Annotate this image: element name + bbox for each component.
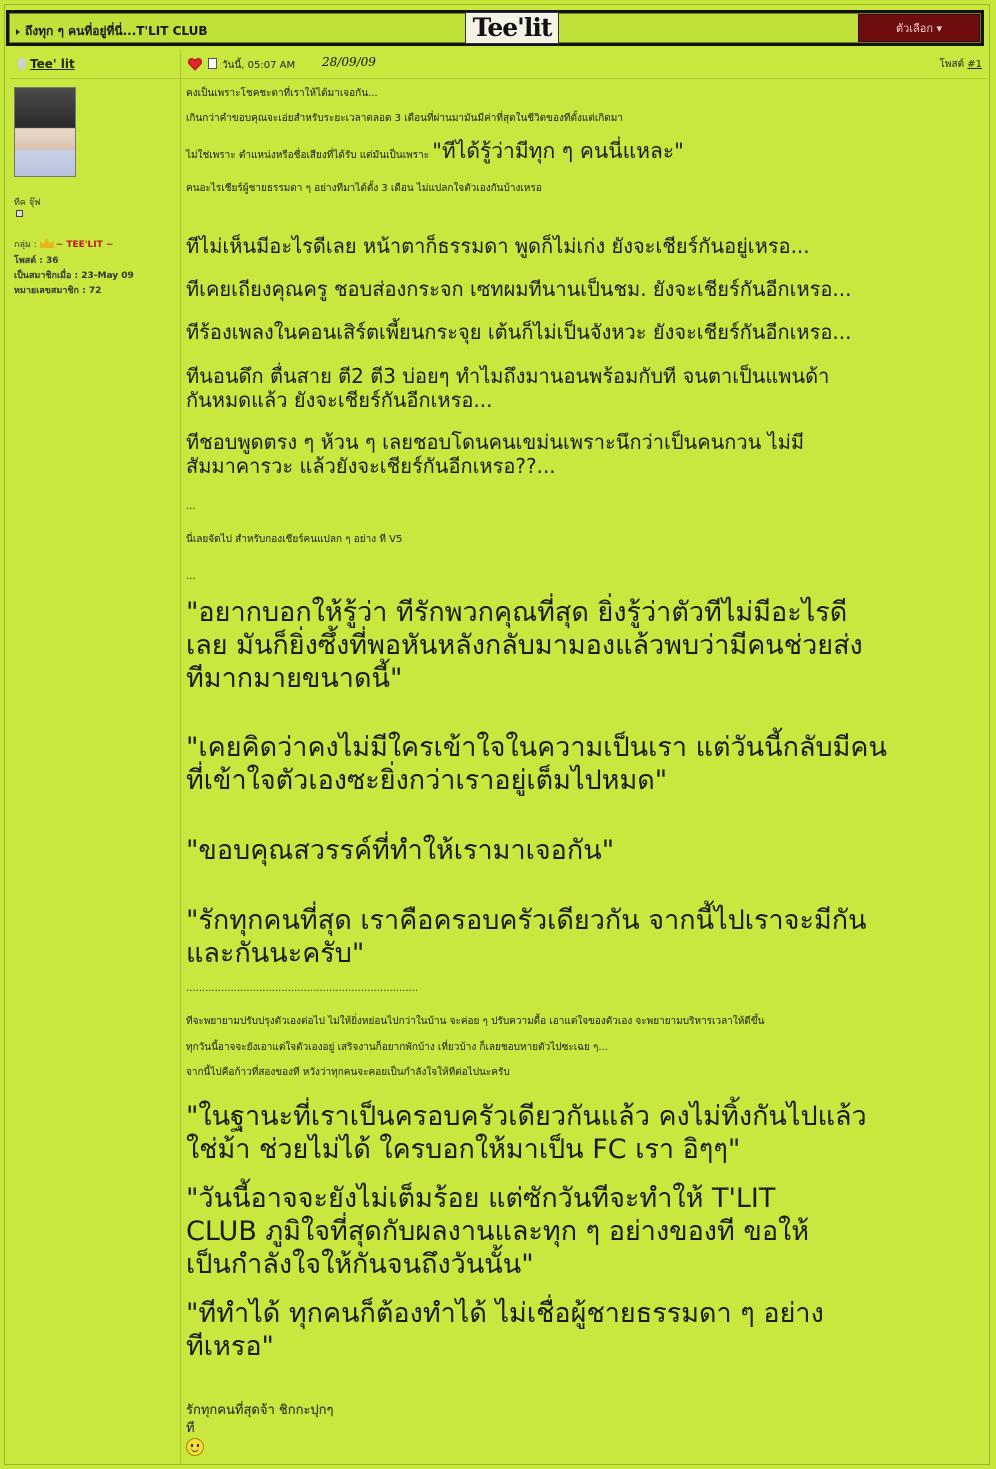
status-indicator [16,210,23,217]
text-line: คนอะไรเชียร์ผู้ชายธรรมดา ๆ อย่างทีมาได้ตั้ง 3 เดือน ไม่แปลกใจตัวเองกันบ้างเหรอ [186,183,542,194]
text-line: CLUB ภูมิใจที่สุดกับผลงานและทุก ๆ อย่างของที ขอให้ [186,1216,810,1247]
text-line: "ในฐานะที่เราเป็นครอบครัวเดียวกันแล้ว คงไม่ทิ้งกันไปแล้ว [186,1101,867,1132]
text-line [186,139,684,163]
text-line: ใช่ม้า ช่วยไม่ได้ ใครบอกให้มาเป็น FC เรา อิๆๆ" [186,1134,741,1165]
text-line: ทีร้องเพลงในคอนเสิร์ตเพี้ยนกระจุย เต้นก็ไม่เป็นจังหวะ ยังจะเชียร์กันอีกเหรอ... [186,320,852,344]
text-line: ทีชอบพูดตรง ๆ ห้วน ๆ เลยชอบโดนคนเขม่นเพราะนึกว่าเป็นคนกวน ไม่มี [186,430,805,454]
text-line: นี่เลยจัดไป สำหรับกองเชียร์คนแปลก ๆ อย่าง ที V5 [186,534,403,545]
options-button[interactable]: ตัวเลือก ▾ [858,14,980,42]
crown-icon [40,238,54,248]
post-number [940,57,983,72]
heart-icon [188,57,202,71]
text-line: ที่เข้าใจตัวเองซะยิ่งกว่าเราอยู่เต็มไปหมด" [186,765,668,796]
text-line: ทีมากมายขนาดนี้" [186,663,403,694]
post-header [10,50,986,79]
post-label: โพสต์ [939,59,965,70]
text-line: "ขอบคุณสวรรค์ที่ทำให้เรามาเจอกัน" [186,835,615,866]
arrow-right-icon [16,29,20,35]
text-line: เกินกว่าคำขอบคุณจะเอ่ยสำหรับระยะเวลาตลอด 3 เดือนที่ผ่านมามันมีค่าที่สุดในชีวิตของทีตั้งแต่เกิดมา [186,113,623,124]
text-line: ทุกวันนี้อาจจะยังเอาแต่ใจตัวเองอยู่ เสริจงานก็อยากพักบ้าง เที่ยวบ้าง ก็เลยชอบหายตัวไปซะเฉย ๆ... [186,1042,608,1053]
posts-count [14,253,59,267]
group-line [14,237,113,251]
text-line: "วันนี้อาจจะยังไม่เต็มร้อย แต่ซักวันทีจะทำให้ T'LIT [186,1183,776,1214]
text-line: "รักทุกคนที่สุด เราคือครอบครัวเดียวกัน จากนี้ไปเราจะมีกัน [186,905,867,936]
separator-dots: ......................................................................... [186,983,419,994]
signature-name: ที [186,1421,195,1436]
handwritten-date: 28/09/09 [322,55,376,69]
smiley-icon [186,1438,204,1456]
options-label: ตัวเลือก [895,22,934,35]
text-line: "เคยคิดว่าคงไม่มีใครเข้าใจในความเป็นเรา แต่วันนี้กลับมีคน [186,732,887,763]
posts-count-text: โพสต์ : 36 [14,256,59,266]
group-value: ~ TEE'LIT ~ [55,240,114,250]
post-date: วันนี้, 05:07 AM [222,60,296,71]
member-number [14,283,101,297]
column-divider [180,50,181,1465]
site-logo [465,12,559,44]
text-line: ... [186,501,196,512]
text-line: ทีนอนดึก ตื่นสาย ตี2 ตี3 บ่อยๆ ทำไมถึงมานอนพร้อมกับที จนตาเป็นแพนด้า [186,364,830,388]
text-line: ทีเหรอ" [186,1331,274,1362]
signature-line: รักทุกคนที่สุดจ้า ชิกกะปุกๆ [186,1403,334,1418]
post-number-link[interactable]: #1 [967,59,982,70]
user-icon [18,58,26,69]
author-name: Tee' lit [30,57,75,71]
text-emphasis: "ทีได้รู้ว่ามีทุก ๆ คนนี่แหละ" [432,139,684,163]
member-number-text: หมายเลขสมาชิก : 72 [14,286,102,296]
document-icon [208,58,217,69]
logo-text: Tee'lit [472,13,552,42]
text-line: จากนี้ไปคือก้าวที่สองของที หวังว่าทุกคนจะคอยเป็นกำลังใจให้ทีต่อไปนะครับ [186,1067,510,1078]
text-line: ทีไม่เห็นมีอะไรดีเลย หน้าตาก็ธรรมดา พูดก็ไม่เก่ง ยังจะเชียร์กันอยู่เหรอ... [186,234,810,258]
join-date-text: เป็นสมาชิกเมื่อ : 23-May 09 [14,271,134,281]
text-line: กันหมดแล้ว ยังจะเชียร์กันอีกเหรอ... [186,388,493,412]
join-date [14,268,134,282]
text-line: "ทีทำได้ ทุกคนก็ต้องทำได้ ไม่เชื่อผู้ชายธรรมดา ๆ อย่าง [186,1298,824,1329]
text-line: เลย มันก็ยิ่งซึ้งที่พอหันหลังกลับมามองแล้วพบว่ามีคนช่วยส่ง [186,630,863,661]
thread-title-text: ถึงทุก ๆ คนที่อยู่ที่นี่...T'LIT CLUB [25,24,208,38]
text-line: ทีเคยเถียงคุณครู ชอบส่องกระจก เซทผมทีนานเป็นชม. ยังจะเชียร์กันอีกเหรอ... [186,277,852,301]
author-link[interactable] [18,57,75,71]
thread-header-bar [6,10,984,46]
avatar [14,87,76,177]
group-label: กลุ่ม : [14,240,37,250]
text-line: และกันนะครับ" [186,938,365,969]
text-line: เป็นกำลังใจให้กันจนถึงวันนั้น" [186,1249,534,1280]
text-line: สัมมาคารวะ แล้วยังจะเชียร์กันอีกเหรอ??... [186,454,556,478]
nickname: ทีค จุ๊ฟ [14,198,41,208]
text-line: คงเป็นเพราะโชคชะตาที่เราให้ได้มาเจอกัน... [186,88,378,99]
text-line: ... [186,571,196,582]
thread-title [16,22,208,41]
text-line: "อยากบอกให้รู้ว่า ทีรักพวกคุณที่สุด ยิ่งรู้ว่าตัวทีไม่มีอะไรดี [186,597,848,628]
text-line: ทีจะพยายามปรับปรุงตัวเองต่อไป ไม่ให้ยิ่งหย่อนไปกว่าในบ้าน จะค่อย ๆ ปรับความดื้อ เอาแต่ใจของตัวเอง จะพยายามบริหารเวลาให้ดีขึ้น [186,1016,765,1027]
text-span: ไม่ใช่เพราะ ตำแหน่งหรือชื่อเสียงที่ได้รับ แต่มันเป็นเพราะ [186,150,430,161]
